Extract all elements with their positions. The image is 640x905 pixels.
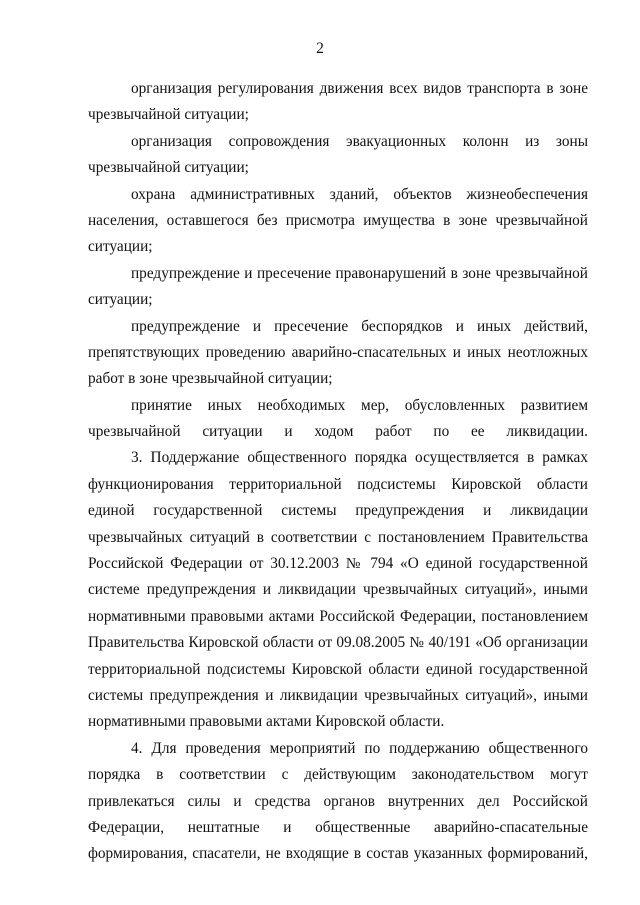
paragraph-line: ситуации;: [88, 238, 153, 256]
paragraph-line: населения, оставшегося без присмотра имущества в зоне чрезвычайной: [88, 211, 588, 229]
paragraph: [88, 129, 588, 182]
paragraph-line: ситуации;: [88, 291, 153, 309]
paragraph-line: препятствующих проведению аварийно-спасательных и иных неотложных: [88, 343, 588, 361]
paragraph-line: Российской Федерации от 30.12.2003 № 794 «О единой государственной: [88, 555, 588, 573]
paragraph: [88, 736, 588, 868]
paragraph: [88, 261, 588, 314]
paragraph-line: организация регулирования движения всех видов транспорта в зоне: [131, 80, 588, 97]
paragraph-line: 3. Поддержание общественного порядка осуществляется в рамках: [131, 449, 588, 467]
paragraph-line: нормативными правовыми актами Кировской области.: [88, 713, 445, 731]
paragraph: [88, 393, 588, 446]
paragraph-line: чрезвычайной ситуации и ходом работ по ее ликвидации.: [88, 423, 588, 441]
paragraph-line: чрезвычайной ситуации;: [88, 159, 249, 177]
paragraph: [88, 182, 588, 261]
paragraph-line: нормативными правовыми актами Российской Федерации, постановлением: [88, 607, 588, 625]
paragraph-line: принятие иных необходимых мер, обусловленных развитием: [131, 396, 588, 414]
document-body: [88, 76, 588, 868]
paragraph: [88, 445, 588, 735]
page-number: 2: [316, 40, 324, 57]
paragraph-line: Федерации, нештатные и общественные аварийно-спасательные: [88, 818, 588, 836]
paragraph-line: функционирования территориальной подсистемы Кировской области: [88, 475, 588, 493]
paragraph-line: организация сопровождения эвакуационных колонн из зоны: [131, 132, 588, 150]
paragraph: [88, 314, 588, 393]
paragraph-line: предупреждение и пресечение правонарушений в зоне чрезвычайной: [131, 264, 588, 282]
paragraph-line: территориальной подсистемы Кировской области единой государственной: [88, 660, 588, 678]
paragraph-line: порядка в соответствии с действующим законодательством могут: [88, 766, 588, 784]
paragraph-line: предупреждение и пресечение беспорядков и иных действий,: [131, 317, 588, 335]
paragraph-line: чрезвычайной ситуации;: [88, 106, 249, 124]
paragraph-line: чрезвычайных ситуаций в соответствии с постановлением Правительства: [88, 528, 588, 546]
paragraph-line: охрана административных зданий, объектов жизнеобеспечения: [131, 185, 588, 203]
paragraph-line: системе предупреждения и ликвидации чрезвычайных ситуаций», иными: [88, 581, 588, 599]
paragraph-line: 4. Для проведения мероприятий по поддержанию общественного: [131, 739, 588, 757]
paragraph-line: привлекаться силы и средства органов внутренних дел Российской: [88, 792, 588, 810]
paragraph-line: единой государственной системы предупреждения и ликвидации: [88, 502, 588, 520]
paragraph-line: системы предупреждения и ликвидации чрезвычайных ситуаций», иными: [88, 686, 588, 704]
paragraph-line: Правительства Кировской области от 09.08.2005 № 40/191 «Об организации: [88, 634, 588, 652]
paragraph-line: работ в зоне чрезвычайной ситуации;: [88, 370, 333, 388]
paragraph-line: формирования, спасатели, не входящие в состав указанных формирований,: [88, 845, 588, 863]
paragraph: [88, 76, 588, 129]
